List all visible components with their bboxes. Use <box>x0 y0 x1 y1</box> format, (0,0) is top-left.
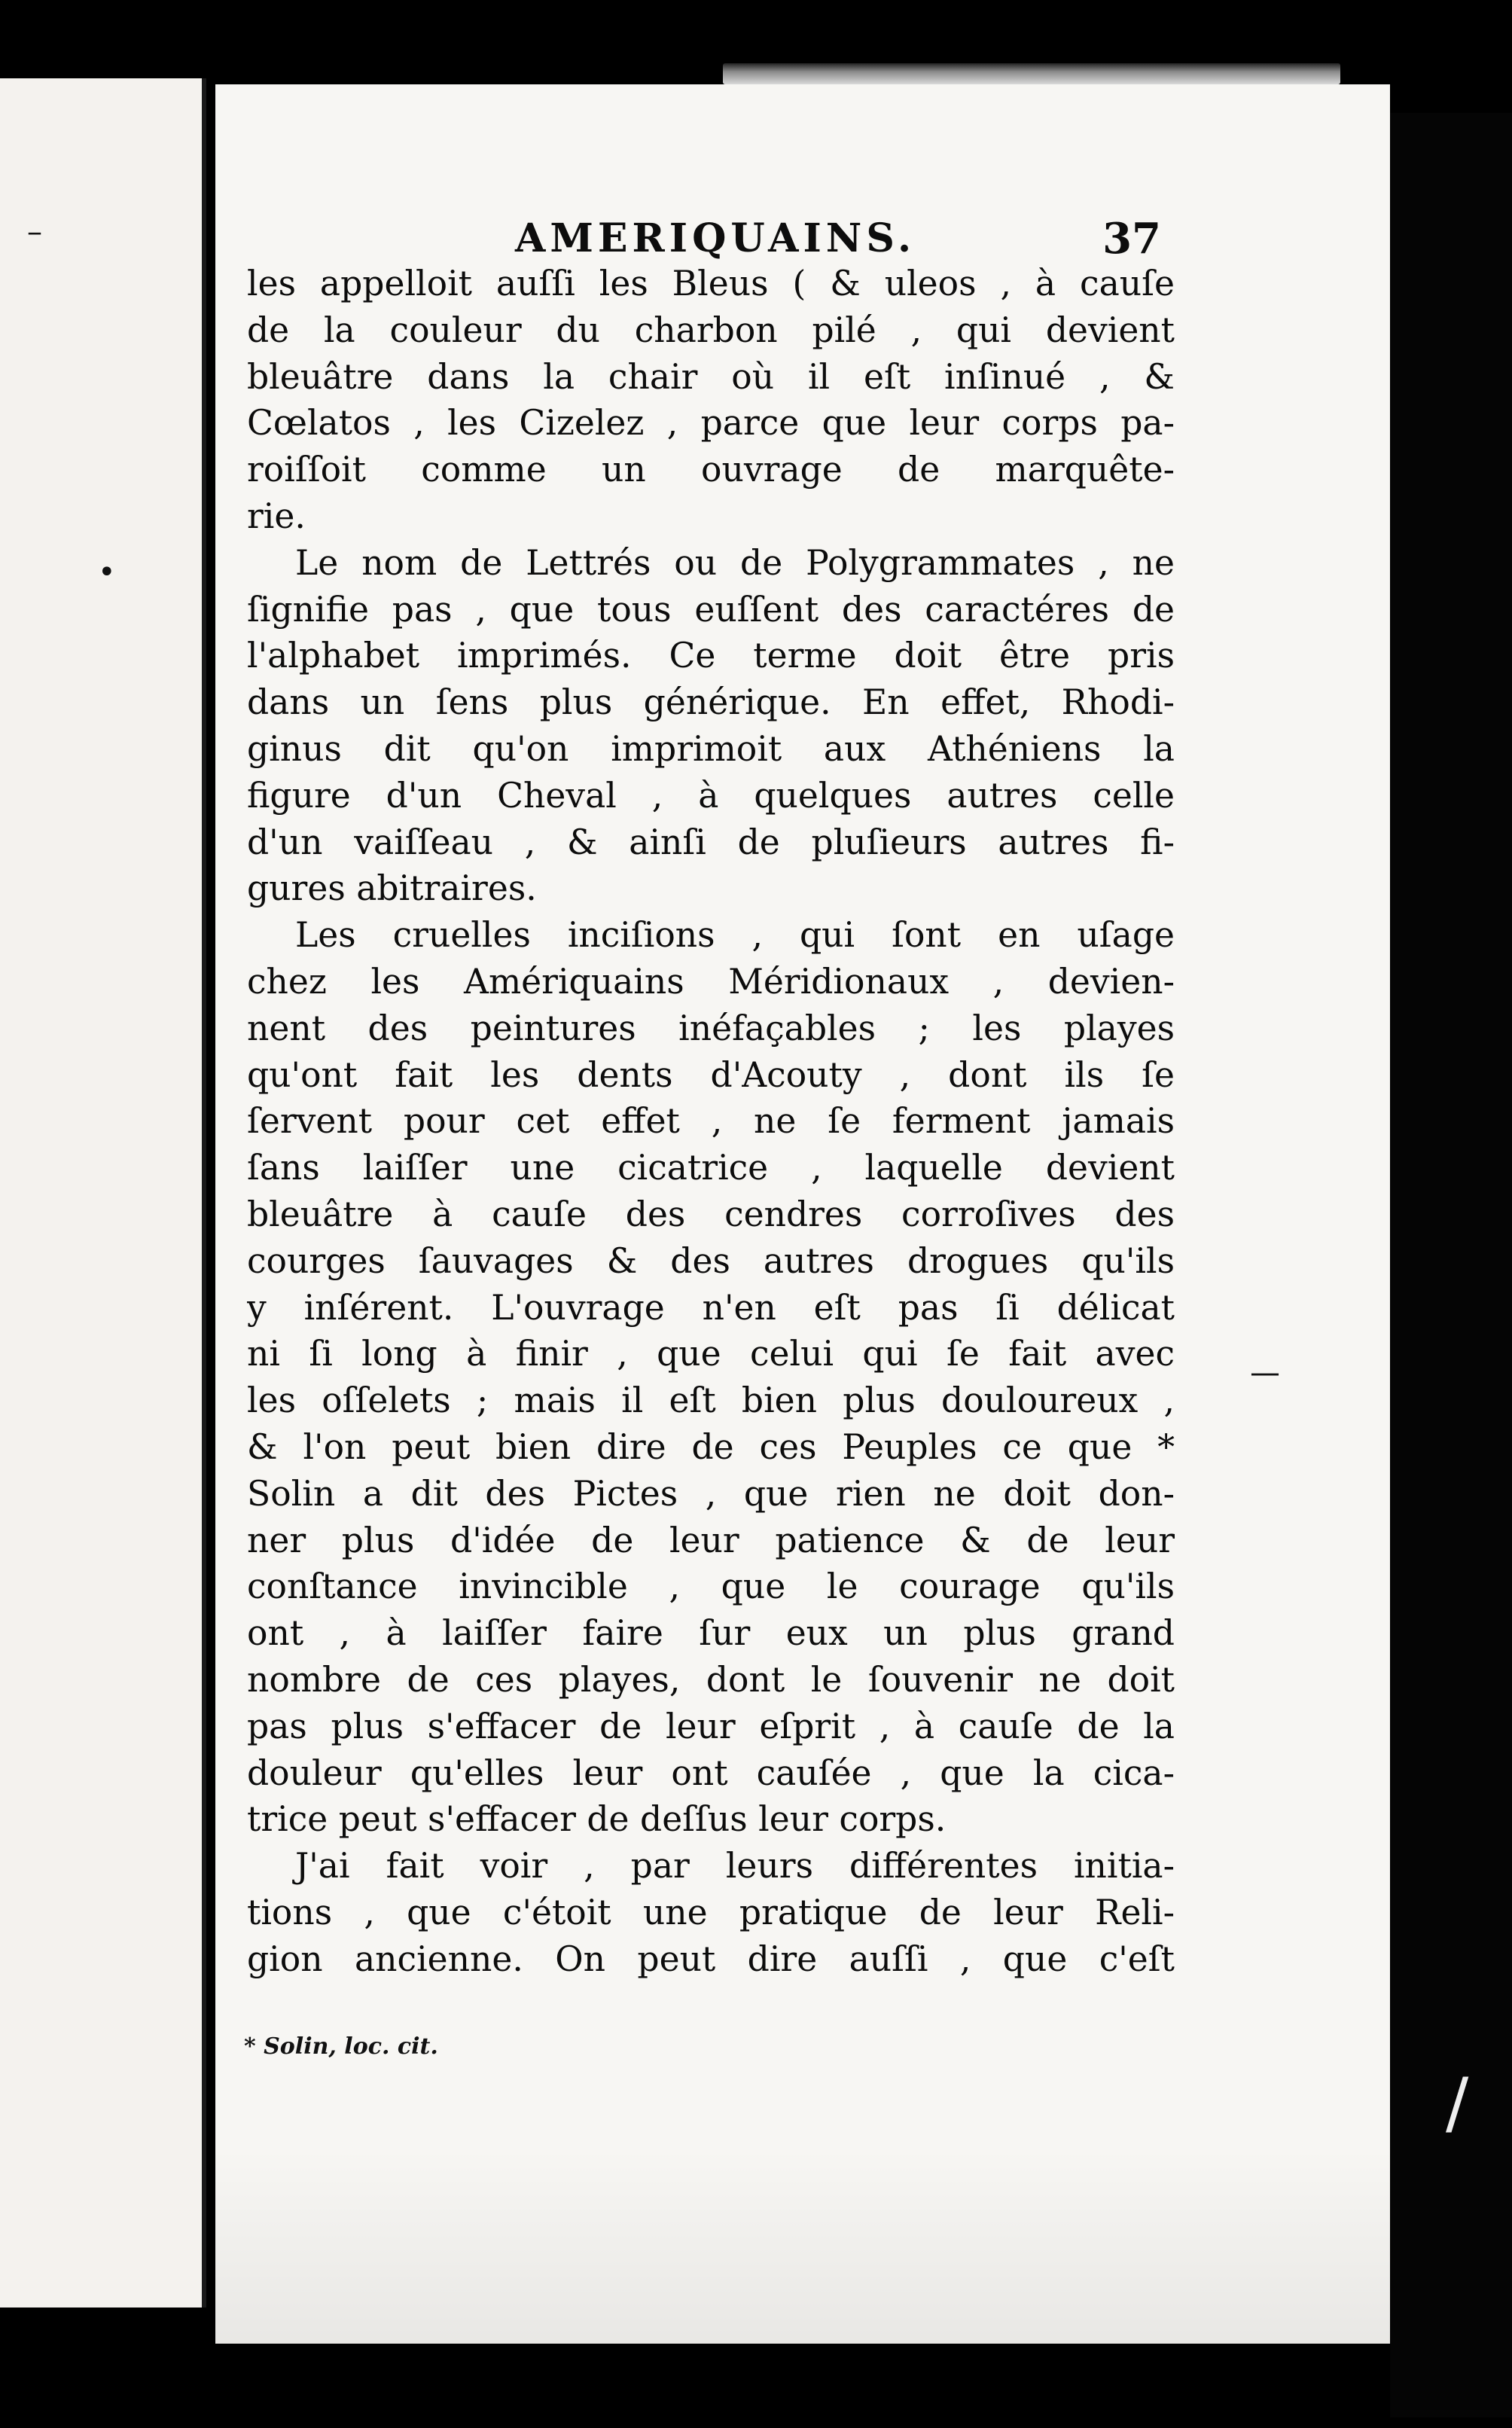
text-line: Les cruelles inciſions , qui ſont en uſage <box>295 915 1175 956</box>
text-line: les oſſelets ; mais il eſt bien plus douloureux , <box>247 1380 1175 1421</box>
text-line: pas plus s'effacer de leur eſprit , à cauſe de la <box>247 1706 1175 1746</box>
left-margin-dash: – <box>27 215 42 249</box>
margin-slash-mark: / <box>1446 2063 1469 2143</box>
text-line: ginus dit qu'on imprimoit aux Athéniens la <box>247 728 1175 769</box>
text-line: courges ſauvages & des autres drogues qu'ils <box>247 1240 1175 1281</box>
text-line: ont , à laiſſer faire ſur eux un plus grand <box>247 1613 1175 1654</box>
text-line: J'ai fait voir , par leurs différentes initia- <box>295 1846 1175 1887</box>
page-top-edge <box>723 63 1340 84</box>
text-line: Solin a dit des Pictes , que rien ne doit don- <box>247 1473 1175 1514</box>
text-line: l'alphabet imprimés. Ce terme doit être pris <box>247 636 1175 676</box>
left-margin-dot: • <box>98 555 116 590</box>
text-line: ſervent pour cet effet , ne ſe ferment jamais <box>247 1101 1175 1142</box>
text-line: les appelloit auſſi les Bleus ( & uleos , à cauſe <box>247 264 1175 304</box>
text-line: y inſérent. L'ouvrage n'en eſt pas ſi délicat <box>247 1287 1175 1328</box>
text-line: conſtance invincible , que le courage qu'ils <box>247 1566 1175 1607</box>
text-line: bleuâtre dans la chair où il eſt inſinué , & <box>247 356 1175 397</box>
text-line: & l'on peut bien dire de ces Peuples ce que * <box>247 1426 1175 1467</box>
left-page-edge <box>0 78 206 2308</box>
text-line: tions , que c'étoit une pratique de leur Reli- <box>247 1892 1175 1932</box>
running-head: AMERIQUAINS. <box>515 215 916 261</box>
text-line: gures abitraires. <box>247 868 537 909</box>
text-line: Le nom de Lettrés ou de Polygrammates , ne <box>295 542 1175 583</box>
text-line: bleuâtre à cauſe des cendres corroſives des <box>247 1194 1175 1234</box>
text-line: roiſſoit comme un ouvrage de marquête- <box>247 450 1175 490</box>
text-line: de la couleur du charbon pilé , qui devient <box>247 310 1175 350</box>
text-line: Cœlatos , les Cizelez , parce que leur corps pa- <box>247 403 1175 444</box>
page-shadow <box>215 2148 1390 2344</box>
text-line: rie. <box>247 496 306 536</box>
text-line: chez les Amériquains Méridionaux , devien- <box>247 961 1175 1002</box>
text-line: douleur qu'elles leur ont cauſée , que la cica- <box>247 1752 1175 1793</box>
text-line: dans un ſens plus générique. En effet, Rhodi- <box>247 682 1175 723</box>
body-text <box>247 261 1175 1982</box>
text-line: nombre de ces playes, dont le ſouvenir ne doit <box>247 1659 1175 1700</box>
text-line: trice peut s'effacer de deſſus leur corps. <box>247 1799 947 1840</box>
footnote: * Solin, loc. cit. <box>244 2033 438 2060</box>
text-line: ſans laiſſer une cicatrice , laquelle devient <box>247 1148 1175 1188</box>
text-line: gion ancienne. On peut dire auſſi , que c'eſt <box>247 1938 1175 1979</box>
text-line: figure d'un Cheval , à quelques autres celle <box>247 775 1175 816</box>
text-line: ni ſi long à finir , que celui qui ſe fait avec <box>247 1334 1175 1374</box>
text-line: ſignifie pas , que tous euſſent des caractéres de <box>247 589 1175 630</box>
margin-dash-mark: — <box>1250 1356 1280 1390</box>
text-line: ner plus d'idée de leur patience & de leur <box>247 1520 1175 1560</box>
text-line: qu'ont fait les dents d'Acouty , dont ils ſe <box>247 1054 1175 1095</box>
page-number: 37 <box>1102 214 1161 264</box>
text-line: nent des peintures inéfaçables ; les playes <box>247 1008 1175 1048</box>
text-line: d'un vaiſſeau , & ainſi de pluſieurs autres fi- <box>247 822 1175 862</box>
